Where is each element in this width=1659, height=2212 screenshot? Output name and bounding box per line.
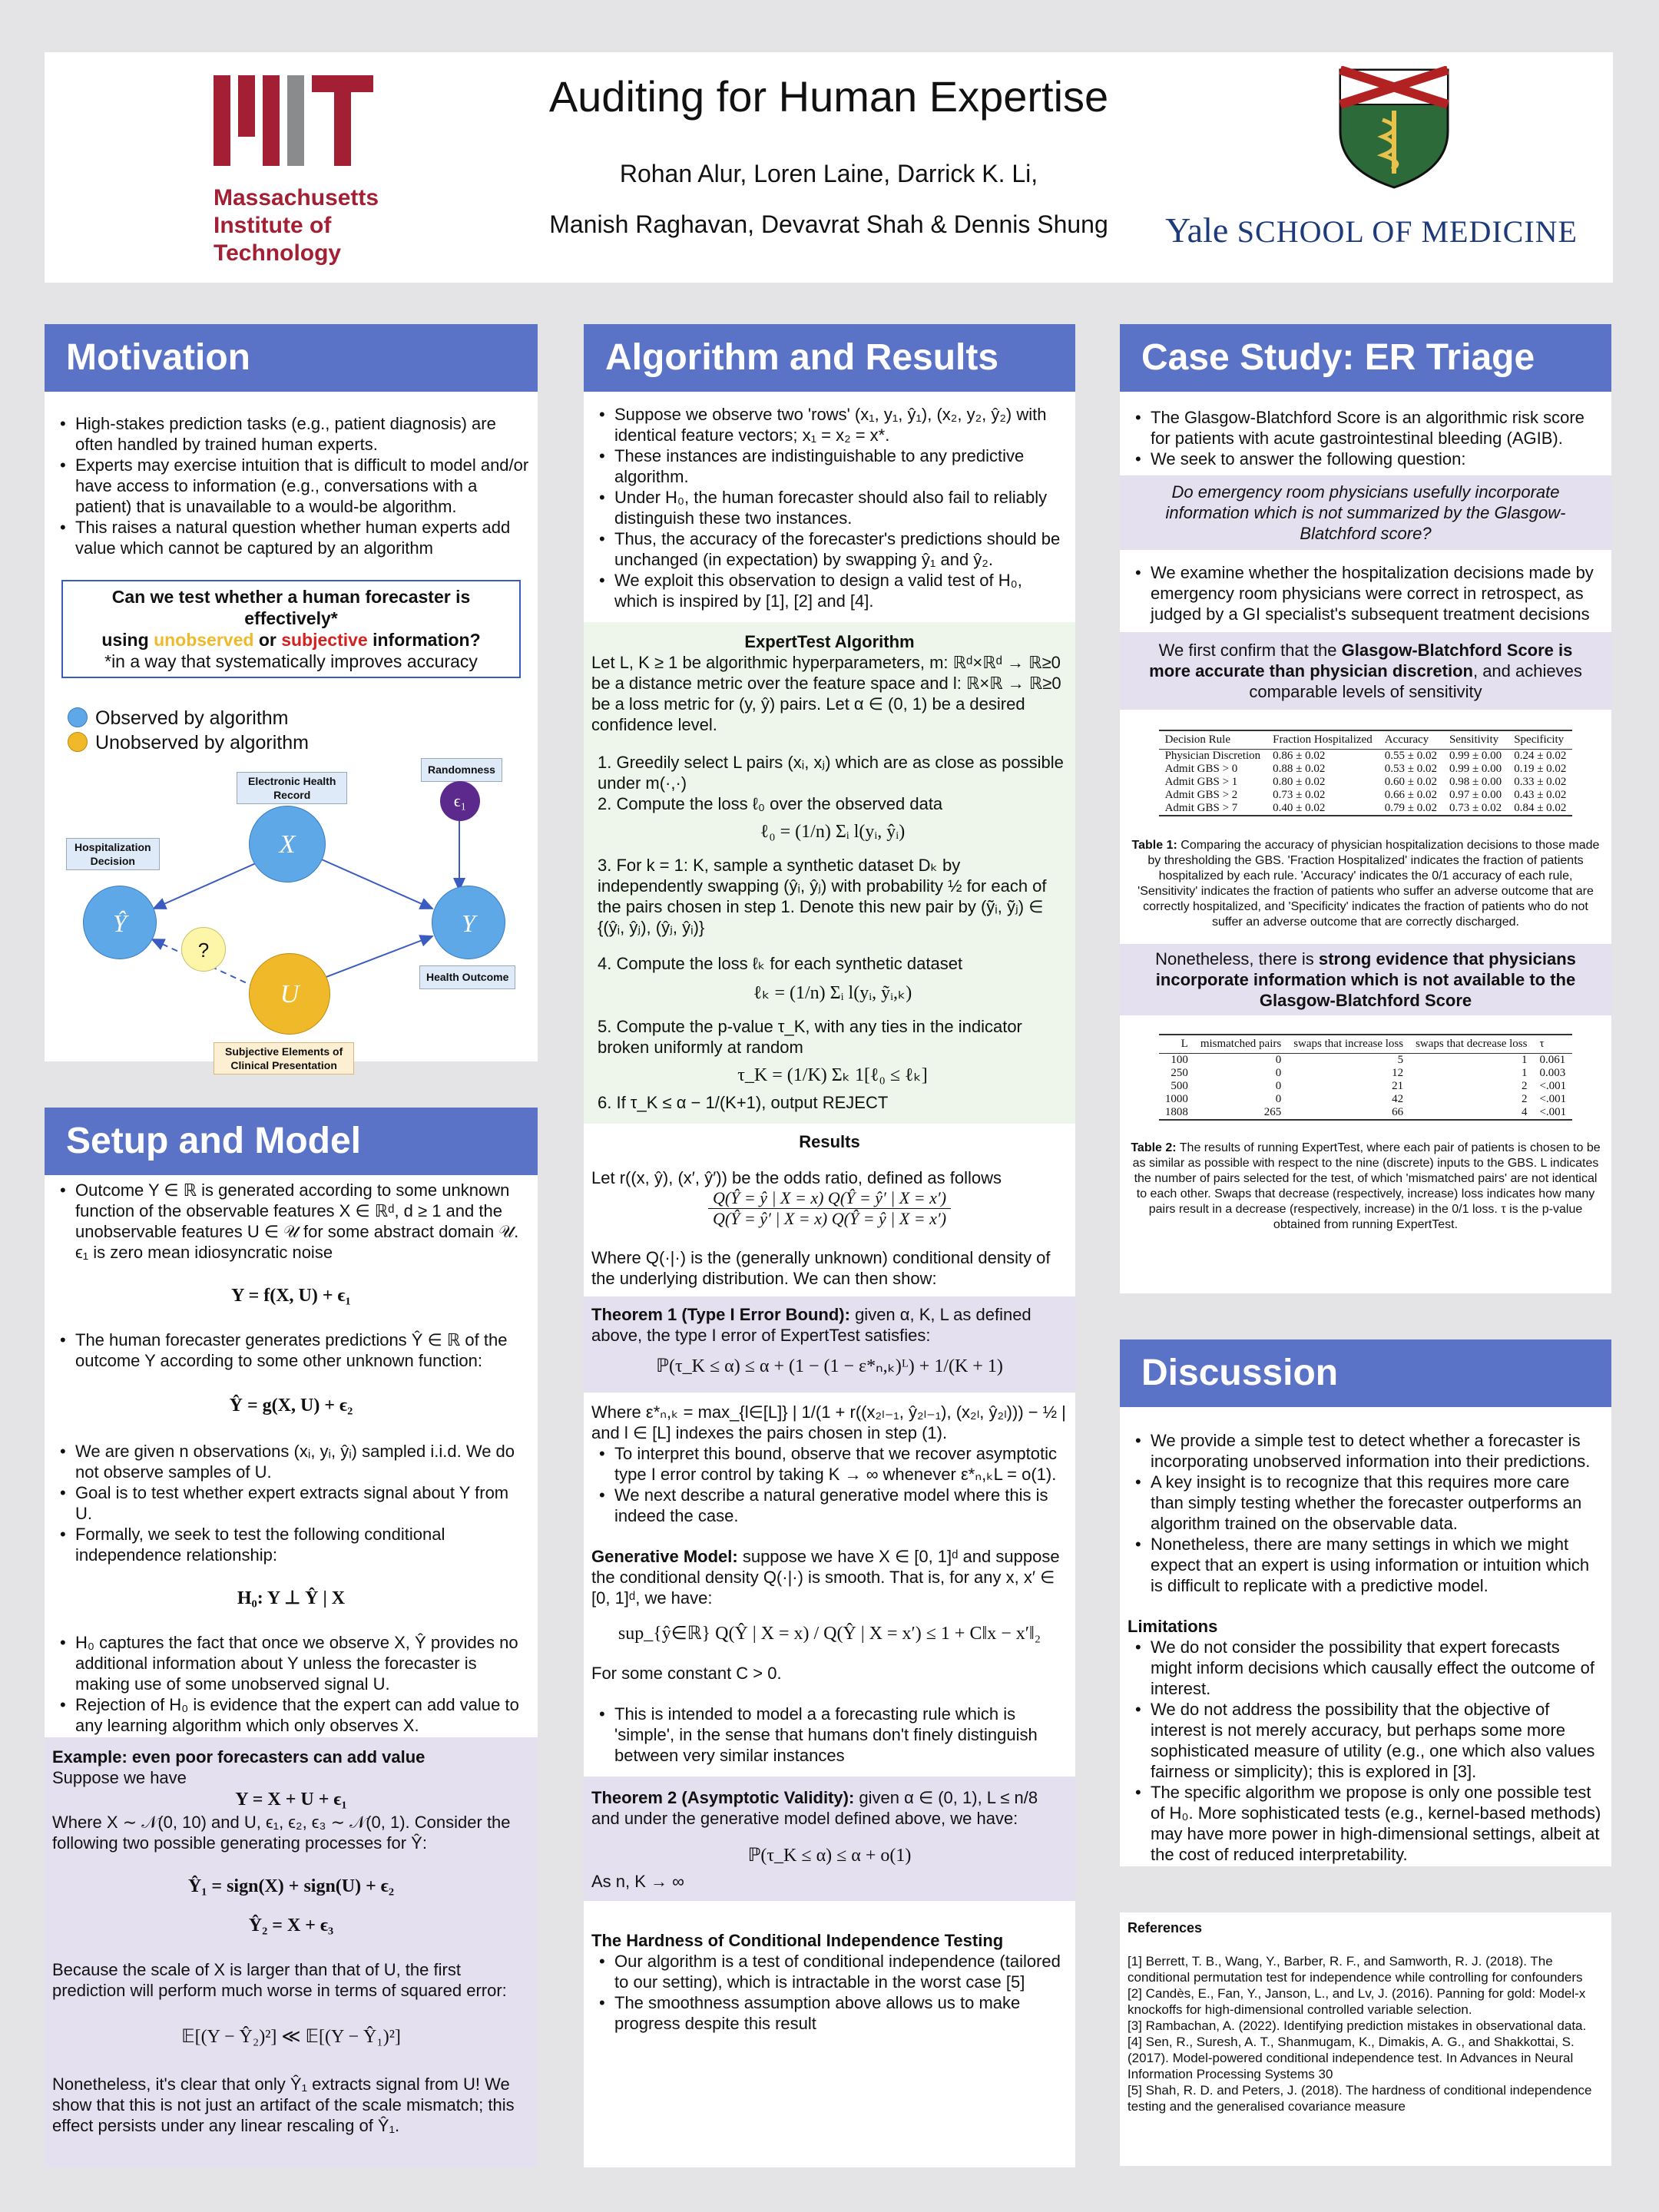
list-item: • We provide a simple test to detect whether a forecaster is incorporating unobserved information into their predictions. — [1128, 1430, 1604, 1472]
algo-step: 6. If τ_K ≤ α − 1/(K+1), output REJECT — [598, 1093, 889, 1112]
table-cell: Admit GBS > 1 — [1164, 776, 1238, 788]
list-item: • The human forecaster generates predictions Ŷ ∈ ℝ of the outcome Y according to some other unknown function: — [52, 1330, 530, 1371]
subj-label-2: Clinical Presentation — [230, 1059, 337, 1071]
table-cell: <.001 — [1539, 1080, 1567, 1092]
table-2-caption — [1120, 1141, 1611, 1233]
theorem-2-text: given α ∈ (0, 1), L ≤ n/8 and under the generative model defined above, we have: — [591, 1788, 1038, 1828]
fraction-denominator: Q(Ŷ = ŷ′ | X = x) Q(Ŷ = ŷ | X = x′) — [712, 1209, 947, 1228]
unobserved-word: unobserved — [154, 630, 254, 650]
table-header-cell: mismatched pairs — [1194, 1035, 1287, 1054]
equation: Ŷ₁ = sign(X) + sign(U) + ϵ₂ — [187, 1876, 395, 1896]
table-header-cell: L — [1159, 1035, 1194, 1054]
list-item: • We exploit this observation to design a valid test of H₀, which is inspired by [1], [2] and [4]. — [591, 570, 1068, 611]
caption-text: Comparing the accuracy of physician hospitalization decisions to those made by thresholding the GBS. 'Fraction Hospitalized' indicates the fraction of patients hospitalized by each rule. 'Accuracy' indicates the 0/1 accuracy of each rule, 'Sensitivity' indicates the fraction of patients who suffer an adverse outcome that are correctly hospitalized, and 'Specificity' indicates the fraction of patients who do not suffer an adverse outcome that are correctly discharged. — [1137, 839, 1600, 929]
table-cell: 0.60 ± 0.02 — [1384, 776, 1437, 788]
table-cell: 0.40 ± 0.02 — [1267, 802, 1379, 816]
references-title: References — [1128, 1920, 1203, 1936]
list-item: • Thus, the accuracy of the forecaster's predictions should be unchanged (in expectation) by swapping ŷ₁ and ŷ₂. — [591, 528, 1068, 570]
theorem-1-box — [584, 1296, 1075, 1392]
table-cell: Admit GBS > 7 — [1159, 802, 1267, 816]
table-cell: 42 — [1392, 1093, 1404, 1105]
hosp-label-1: Hospitalization — [75, 841, 151, 853]
table-cell: 4 — [1409, 1106, 1533, 1120]
algorithm-panel — [584, 324, 1075, 2167]
table-cell: 0.98 ± 0.00 — [1449, 776, 1502, 788]
yale-school: SCHOOL OF MEDICINE — [1237, 214, 1578, 249]
limitations-title: Limitations — [1128, 1617, 1218, 1636]
table-header-cell: Decision Rule — [1159, 730, 1267, 750]
list-item: • We do not address the possibility that the objective of interest is not merely accuracy, but perhaps some more sophisticated measure of utility (e.g., one which also values fairness or simplicity); this is explored in [3]. — [1128, 1699, 1604, 1782]
table-2-grid — [1159, 1034, 1572, 1121]
mit-name-3: Technology — [214, 240, 342, 266]
subjective-label — [214, 1042, 354, 1075]
u-node: U — [249, 953, 330, 1035]
table-header-row — [1159, 1035, 1572, 1054]
experttest-intro: Let L, K ≥ 1 be algorithmic hyperparameters, m: ℝᵈ×ℝᵈ → ℝ≥0 be a distance metric over the feature space and l: ℝ×ℝ → ℝ≥0 be a loss metric for (y, ŷ) pairs. Let α ∈ (0, 1) be a desired confidence level. — [591, 653, 1061, 734]
question-text: using — [101, 630, 154, 650]
table-header-cell: τ — [1533, 1035, 1572, 1054]
example-text: Where X ∼ 𝒩(0, 10) and U, ϵ₁, ϵ₂, ϵ₃ ∼ 𝒩(0, 1). Consider the following two possible generating processes for Ŷ: — [52, 1813, 511, 1853]
algo-step: 2. Compute the loss ℓ₀ over the observed data — [598, 794, 943, 813]
table-cell: Physician Discretion — [1164, 750, 1261, 762]
y-node: Y — [432, 886, 505, 959]
legend-observed: Observed by algorithm — [95, 707, 289, 729]
ehr-label-1: Electronic Health — [248, 775, 336, 787]
table-cell: 66 — [1287, 1106, 1409, 1120]
list-item: • Experts may exercise intuition that is difficult to model and/or have access to information (e.g., conversations with a patient) that is unavailable to a would-be algorithm. — [52, 455, 530, 517]
caption-text: The results of running ExpertTest, where each pair of patients is chosen to be as similar as possible with respect to the nine (discrete) inputs to the GBS. L indicates the number of pairs selected for the test, of which 'mismatched pairs' are not identical to each other. Swaps that decrease (respectively, increase) loss indicates how many pairs result in a decrease (respectively, increase) in the 0/1 loss. τ is the p-value obtained from running ExpertTest. — [1132, 1141, 1601, 1231]
list-item: • Our algorithm is a test of conditional independence (tailored to our setting), which is intractable in the worst case [5] — [591, 1951, 1068, 1992]
table-cell: 0.97 ± 0.00 — [1449, 789, 1502, 801]
example-text: Suppose we have — [52, 1768, 187, 1787]
equation: Ŷ = g(X, U) + ϵ₂ — [229, 1396, 353, 1416]
table-1-grid — [1159, 730, 1573, 816]
algo-step: 5. Compute the p-value τ_K, with any ties in the indicator broken uniformly at random — [598, 1017, 1022, 1057]
references-panel — [1120, 1912, 1611, 2166]
list-item: • Outcome Y ∈ ℝ is generated according to some unknown function of the observable features X ∈ ℝᵈ, d ≥ 1 and the unobservable features U ∈ 𝒰 for some abstract domain 𝒰. ϵ₁ is zero mean idiosyncratic noise — [52, 1180, 530, 1263]
theorem-2-as: As n, K → ∞ — [591, 1872, 684, 1891]
results-text: For some constant C > 0. — [591, 1664, 782, 1683]
discussion-panel — [1120, 1339, 1611, 1866]
table-cell: 0.061 — [1539, 1054, 1566, 1066]
authors-line-2: Manish Raghavan, Devavrat Shah & Dennis Shung — [549, 210, 1108, 238]
discussion-title: Discussion — [1120, 1339, 1611, 1407]
table-cell: <.001 — [1533, 1106, 1572, 1120]
table-cell: 12 — [1392, 1067, 1404, 1079]
table-cell: 0 — [1275, 1054, 1282, 1066]
table-header-cell: swaps that decrease loss — [1409, 1035, 1533, 1054]
equation: sup_{ŷ∈ℝ} Q(Ŷ | X = x) / Q(Ŷ | X = x′) ≤ 1 + C‖x − x′‖₂ — [618, 1624, 1041, 1644]
example-text: Nonetheless, it's clear that only Ŷ₁ extracts signal from U! We show that this is not just an artifact of the scale mismatch; this effect persists under any linear rescaling of Ŷ₁. — [52, 2075, 515, 2135]
table-header-cell: Accuracy — [1379, 730, 1443, 750]
table-cell: 1 — [1521, 1054, 1528, 1066]
equation: τ_K = (1/K) Σₖ 1[ℓ₀ ≤ ℓₖ] — [737, 1065, 928, 1085]
theorem-1-text: given α, K, L as defined above, the type I error of ExpertTest satisfies: — [591, 1305, 1031, 1345]
table-cell: 2 — [1521, 1080, 1528, 1092]
yale-shield-icon — [1336, 66, 1452, 189]
table-cell: 0.73 ± 0.02 — [1443, 802, 1508, 816]
example-title: Example: even poor forecasters can add value — [52, 1747, 426, 1767]
confirm-bold: Glasgow-Blatchford Score is more accurate than physician discretion — [1149, 641, 1573, 680]
equation: ℓₖ = (1/n) Σᵢ l(yᵢ, ỹᵢ,ₖ) — [753, 983, 912, 1003]
caption-head: Table 2: — [1131, 1141, 1177, 1154]
hosp-label-2: Decision — [90, 855, 135, 867]
list-item: • These instances are indistinguishable to any predictive algorithm. — [591, 445, 1068, 487]
results-text: Where ε*ₙ,ₖ = max_{l∈[L]} | 1/(1 + r((x₂ₗ₋₁, ŷ₂ₗ₋₁), (x₂ₗ, ŷ₂ₗ))) − ½ | and l ∈ [L] indexes the pairs chosen in step (1). — [591, 1402, 1066, 1442]
table-cell: 0 — [1275, 1080, 1282, 1092]
table-cell: 0.99 ± 0.00 — [1449, 750, 1502, 762]
list-item: • We do not consider the possibility that expert forecasts might inform decisions which causally effect the outcome of interest. — [1128, 1637, 1604, 1699]
equation: ℙ(τ_K ≤ α) ≤ α + (1 − (1 − ε*ₙ,ₖ)ᴸ) + 1/(K + 1) — [656, 1356, 1003, 1376]
table-cell: 0.53 ± 0.02 — [1384, 763, 1437, 775]
table-cell: Admit GBS > 2 — [1164, 789, 1238, 801]
algo-step: 4. Compute the loss ℓₖ for each synthetic dataset — [598, 954, 963, 973]
poster-header — [45, 52, 1613, 283]
list-item: • We next describe a natural generative model where this is indeed the case. — [591, 1485, 1068, 1526]
list-item: • We examine whether the hospitalization decisions made by emergency room physicians were correct in retrospect, as judged by a GI specialist's subsequent treatment decisions — [1128, 562, 1604, 624]
list-item: • We seek to answer the following question: — [1128, 449, 1604, 469]
theorem-1-head: Theorem 1 (Type I Error Bound): — [591, 1305, 850, 1324]
experttest-box — [584, 622, 1075, 1124]
table-cell: 0.80 ± 0.02 — [1273, 776, 1326, 788]
list-item: • The specific algorithm we propose is only one possible test of H₀. More sophisticated tests (e.g., kernel-based methods) may have more power in high-dimensional settings, albeit at the cost of reduced interpretability. — [1128, 1782, 1604, 1865]
table-row — [1159, 1080, 1572, 1093]
table-cell: 5 — [1397, 1054, 1404, 1066]
table-cell: 21 — [1392, 1080, 1404, 1092]
table-cell: 0 — [1275, 1093, 1282, 1105]
equation: H₀: Y ⊥ Ŷ | X — [237, 1588, 346, 1608]
table-cell: 1808 — [1159, 1106, 1194, 1120]
fraction-numerator: Q(Ŷ = ŷ | X = x) Q(Ŷ = ŷ′ | X = x′) — [708, 1188, 951, 1209]
table-row — [1159, 1093, 1572, 1106]
table-cell: 250 — [1171, 1067, 1188, 1079]
list-item: • We are given n observations (xᵢ, yᵢ, ŷᵢ) sampled i.i.d. We do not observe samples of U. — [52, 1441, 530, 1482]
example-text: Because the scale of X is larger than that of U, the first prediction will perform much worse in terms of squared error: — [52, 1960, 507, 2000]
yale-logo — [1165, 66, 1593, 273]
results-title: Results — [799, 1132, 860, 1151]
equation: Y = f(X, U) + ϵ₁ — [231, 1286, 351, 1306]
table-cell: 1000 — [1164, 1093, 1188, 1105]
outcome-label: Health Outcome — [419, 965, 515, 989]
list-item: • The Glasgow-Blatchford Score is an algorithmic risk score for patients with acute gastrointestinal bleeding (AGIB). — [1128, 407, 1604, 449]
table-cell: 500 — [1171, 1080, 1188, 1092]
research-question-box — [61, 580, 521, 678]
motivation-title: Motivation — [45, 324, 538, 392]
table-cell: 0.79 ± 0.02 — [1379, 802, 1443, 816]
table-cell: 0 — [1275, 1067, 1282, 1079]
reference-item: [4] Sen, R., Suresh, A. T., Shanmugam, K., Dimakis, A. G., and Shakkottai, S. (2017). Model-powered conditional independence test. In Advances in Neural Information Processing Systems 30 — [1128, 2035, 1575, 2081]
case-question-box: Do emergency room physicians usefully incorporate information which is not summarized by the Glasgow-Blatchford score? — [1120, 475, 1611, 550]
list-item: • Under H₀, the human forecaster should also fail to reliably distinguish these two instances. — [591, 487, 1068, 528]
table-header-cell: Fraction Hospitalized — [1267, 730, 1379, 750]
table-2 — [1120, 1015, 1611, 1121]
table-header-cell: swaps that increase loss — [1287, 1035, 1409, 1054]
algo-step: 1. Greedily select L pairs (xᵢ, xⱼ) which are as close as possible under m(·,·) — [598, 753, 1064, 793]
table-1 — [1120, 710, 1611, 816]
table-row — [1159, 802, 1573, 816]
table-cell: 0.003 — [1539, 1067, 1566, 1079]
table-cell: 0.43 ± 0.02 — [1514, 789, 1567, 801]
table-cell: 0.88 ± 0.02 — [1273, 763, 1326, 775]
table-cell: 0.55 ± 0.02 — [1384, 750, 1437, 762]
equation: 𝔼[(Y − Ŷ₂)²] ≪ 𝔼[(Y − Ŷ₁)²] — [181, 2027, 401, 2047]
subjective-word: subjective — [281, 630, 368, 650]
equation: Ŷ₂ = X + ϵ₃ — [248, 1916, 334, 1936]
example-box — [45, 1737, 538, 2167]
table-row — [1159, 750, 1573, 763]
list-item: • Formally, we seek to test the following conditional independence relationship: — [52, 1524, 530, 1565]
confirm-box — [1120, 632, 1611, 710]
motivation-bullets — [52, 413, 530, 558]
generative-head: Generative Model: — [591, 1547, 738, 1566]
legend-unobserved: Unobserved by algorithm — [95, 732, 309, 753]
table-row — [1159, 763, 1573, 776]
table-cell: 2 — [1521, 1093, 1528, 1105]
table-row — [1159, 1054, 1572, 1068]
table-cell: 0.84 ± 0.02 — [1508, 802, 1572, 816]
table-cell: 100 — [1171, 1054, 1188, 1066]
results-text: Where Q(·|·) is the (generally unknown) conditional density of the underlying distribution. We can then show: — [591, 1248, 1051, 1288]
table-cell: 265 — [1194, 1106, 1287, 1120]
generative-text: suppose we have X ∈ [0, 1]ᵈ and suppose the conditional density Q(·|·) is smooth. That is, for any x, x′ ∈ [0, 1]ᵈ, we have: — [591, 1547, 1060, 1608]
reference-item: [2] Candès, E., Fan, Y., Janson, L., and Lv, J. (2016). Panning for gold: Model-x knockoffs for high-dimensional controlled variable selection. — [1128, 1986, 1586, 2017]
question-node: ? — [181, 927, 226, 972]
unobserved-legend-icon — [68, 732, 88, 752]
table-1-caption — [1120, 838, 1611, 930]
motivation-panel — [45, 324, 538, 1071]
ehr-label — [237, 772, 347, 804]
mit-name-2: Institute of — [214, 213, 332, 238]
list-item: • High-stakes prediction tasks (e.g., patient diagnosis) are often handled by trained human experts. — [52, 413, 530, 455]
odds-ratio-fraction — [591, 1188, 1068, 1229]
case-study-panel — [1120, 324, 1611, 1293]
table-cell: 0.33 ± 0.02 — [1514, 776, 1567, 788]
confirm-text-end: , and achieves comparable levels of sensitivity — [1249, 661, 1582, 701]
list-item: • This is intended to model a a forecasting rule which is 'simple', in the sense that humans don't finely distinguish between very similar instances — [591, 1704, 1068, 1766]
list-item: • Nonetheless, there are many settings in which we might expect that an expert is using information or intuition which is difficult to replicate with a predictive model. — [1128, 1534, 1604, 1596]
table-cell: 0.86 ± 0.02 — [1273, 750, 1326, 762]
table-row — [1159, 789, 1573, 802]
table-header-row — [1159, 730, 1573, 750]
epsilon-node: ϵ₁ — [440, 781, 480, 821]
list-item: • This raises a natural question whether human experts add value which cannot be captured by an algorithm — [52, 517, 530, 558]
reference-item: [3] Rambachan, A. (2022). Identifying prediction mistakes in observational data. — [1128, 2018, 1587, 2033]
theorem-2-box — [584, 1777, 1075, 1901]
observed-legend-icon — [68, 707, 88, 727]
table-cell: Admit GBS > 0 — [1164, 763, 1238, 775]
reference-item: [5] Shah, R. D. and Peters, J. (2018). The hardness of conditional independence testing and the generalised covariance measure — [1128, 2083, 1592, 2114]
question-note: *in a way that systematically improves accuracy — [104, 651, 478, 671]
list-item: • To interpret this bound, observe that we recover asymptotic type I error control by taking K → ∞ whenever ε*ₙ,ₖL = o(1). — [591, 1443, 1068, 1485]
hardness-title: The Hardness of Conditional Independence Testing — [591, 1931, 1004, 1950]
randomness-label: Randomness — [421, 758, 502, 782]
list-item: • Rejection of H₀ is evidence that the expert can add value to any learning algorithm which only observes X. — [52, 1694, 530, 1736]
list-item: • Goal is to test whether expert extracts signal about Y from U. — [52, 1482, 530, 1524]
mit-name-1: Massachusetts — [214, 185, 379, 210]
table-row — [1159, 1106, 1572, 1120]
table-row — [1159, 1067, 1572, 1080]
equation: Y = X + U + ϵ₁ — [235, 1790, 347, 1810]
experttest-title: ExpertTest Algorithm — [744, 632, 915, 651]
table-header-cell: Sensitivity — [1443, 730, 1508, 750]
causal-diagram — [52, 758, 530, 1081]
table-cell: 0.66 ± 0.02 — [1384, 789, 1437, 801]
diagram-legend — [52, 706, 530, 755]
yhat-node: Ŷ — [83, 886, 157, 959]
algorithm-title: Algorithm and Results — [584, 324, 1075, 392]
confirm-text: We first confirm that the — [1158, 641, 1342, 660]
table-cell: 0.73 ± 0.02 — [1273, 789, 1326, 801]
equation: ℓ₀ = (1/n) Σᵢ l(yᵢ, ŷᵢ) — [760, 822, 906, 842]
setup-panel — [45, 1108, 538, 2167]
list-item: • Suppose we observe two 'rows' (x₁, y₁, ŷ₁), (x₂, y₂, ŷ₂) with identical feature vectors; x₁ = x₂ = x*. — [591, 404, 1068, 445]
equation: ℙ(τ_K ≤ α) ≤ α + o(1) — [747, 1846, 912, 1866]
table-row — [1159, 776, 1573, 789]
evidence-text: Nonetheless, there is — [1155, 949, 1319, 969]
theorem-2-head: Theorem 2 (Asymptotic Validity): — [591, 1788, 855, 1807]
hospitalization-label — [66, 838, 160, 870]
or-word: or — [253, 630, 282, 650]
table-header-cell: Specificity — [1508, 730, 1572, 750]
table-cell: 0.19 ± 0.02 — [1514, 763, 1567, 775]
table-cell: 1 — [1521, 1067, 1528, 1079]
ehr-label-2: Record — [273, 789, 311, 801]
table-cell: <.001 — [1539, 1093, 1567, 1105]
list-item: • The smoothness assumption above allows us to make progress despite this result — [591, 1992, 1068, 2034]
case-study-title: Case Study: ER Triage — [1120, 324, 1611, 392]
subj-label-1: Subjective Elements of — [225, 1045, 343, 1058]
x-node: X — [249, 806, 326, 882]
list-item: • H₀ captures the fact that once we observe X, Ŷ provides no additional information about Y unless the forecaster is making use of some unobserved signal U. — [52, 1632, 530, 1694]
yale-word: Yale — [1165, 210, 1229, 250]
authors-line-1: Rohan Alur, Loren Laine, Darrick K. Li, — [619, 160, 1038, 187]
caption-head: Table 1: — [1131, 839, 1177, 852]
setup-title: Setup and Model — [45, 1108, 538, 1175]
poster-title: Auditing for Human Expertise — [548, 72, 1109, 121]
table-cell: 0.99 ± 0.00 — [1449, 763, 1502, 775]
list-item: • A key insight is to recognize that this requires more care than simply testing whether the forecaster outperforms an algorithm trained on the observable data. — [1128, 1472, 1604, 1534]
algo-step: 3. For k = 1: K, sample a synthetic dataset Dₖ by independently swapping (ŷᵢ, ŷⱼ) with probability ½ for each of the pairs chosen in step 1. Denote this new pair by (ỹᵢ, ỹⱼ) ∈ {(ŷᵢ, ŷⱼ), (ŷⱼ, ŷᵢ)} — [598, 856, 1047, 937]
table-cell: 0.24 ± 0.02 — [1514, 750, 1567, 762]
results-text: Let r((x, ŷ), (x′, ŷ′)) be the odds ratio, defined as follows — [591, 1168, 1002, 1187]
evidence-bold: strong evidence that physicians incorporate information which is not available to the Glasgow-Blatchford Score — [1155, 949, 1576, 1010]
evidence-box — [1120, 944, 1611, 1015]
question-end: information? — [367, 630, 481, 650]
reference-item: [1] Berrett, T. B., Wang, Y., Barber, R. F., and Samworth, R. J. (2018). The conditional permutation test for independence while controlling for confounders — [1128, 1954, 1583, 1985]
question-line-1: Can we test whether a human forecaster is effectively* — [111, 587, 471, 628]
